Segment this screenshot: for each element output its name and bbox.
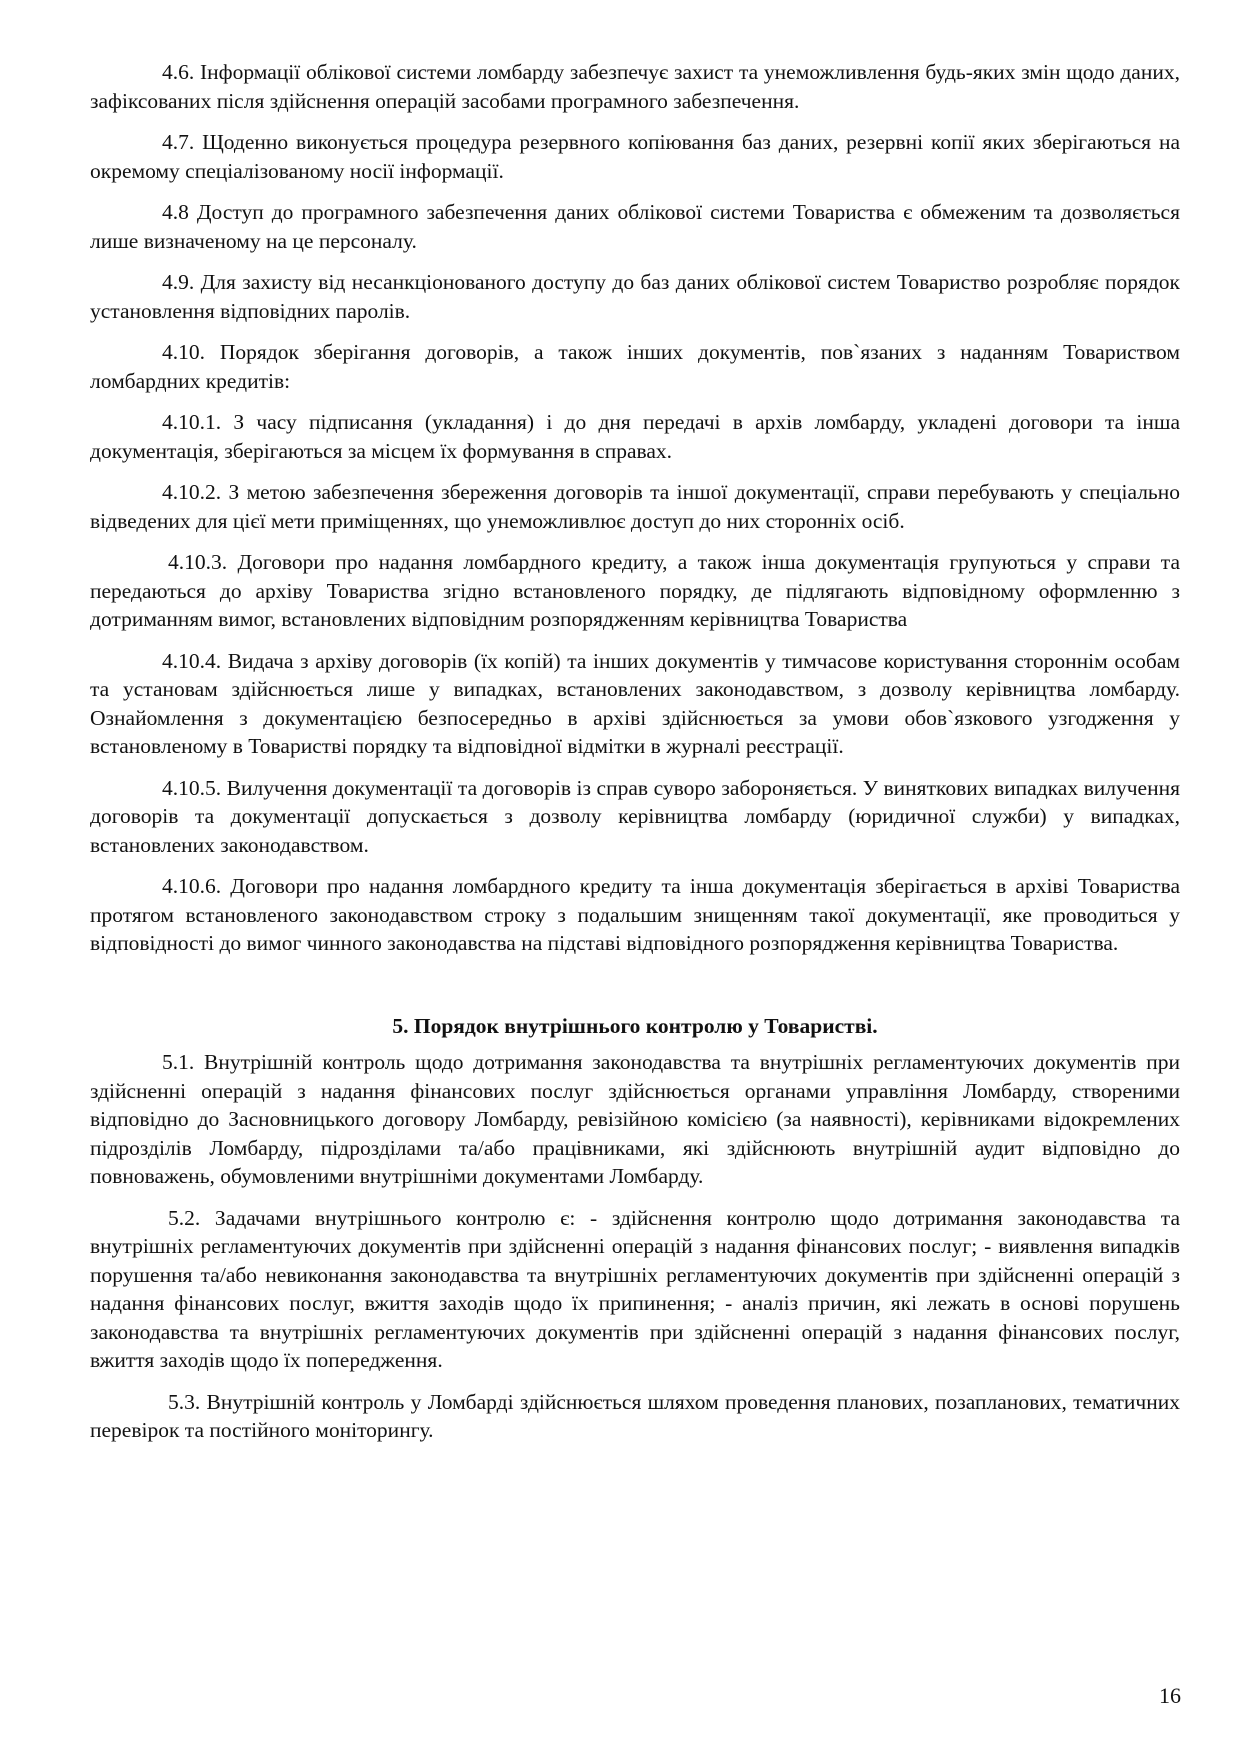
paragraph-5-1: 5.1. Внутрішній контроль щодо дотримання законодавства та внутрішніх регламентуючих документів при здійсненні операцій з надання фінансових послуг здійснюється органами управління Ломбарду, створеними відповідно до Засновницького договору Ломбарду, ревізійною комісією (за наявності), керівниками відокремлених підрозділів Ломбарду, підрозділами та/або працівниками, які здійснюють внутрішній аудит відповідно до повноважень, обумовленими внутрішніми документами Ломбарду. <box>90 1050 1180 1188</box>
paragraph-5-3: 5.3. Внутрішній контроль у Ломбарді здійснюється шляхом проведення планових, позапланових, тематичних перевірок та постійного моніторингу. <box>90 1389 1180 1442</box>
paragraph-4-10-2: 4.10.2. З метою забезпечення збереження договорів та іншої документації, справи перебувають у спеціально відведених для цієї мети приміщеннях, що унеможливлює доступ до них сторонніх осіб. <box>90 480 1180 533</box>
paragraph-4-10-4: 4.10.4. Видача з архіву договорів (їх копій) та інших документів у тимчасове користування стороннім особам та установам здійснюється лише у випадках, встановлених законодавством, з дозволу керівництва ломбарду. Ознайомлення з документацією безпосередньо в архіві здійснюється за умови обов`язкового узгодження у встановленому в Товаристві порядку та відповідної відмітки в журналі реєстрації. <box>90 648 1180 758</box>
section-5-heading: 5. Порядок внутрішнього контролю у Товаристві. <box>392 1013 878 1038</box>
paragraph-4-10-1: 4.10.1. З часу підписання (укладання) і до дня передачі в архів ломбарду, укладені договори та інша документація, зберігаються за місцем їх формування в справах. <box>90 410 1180 463</box>
paragraph-5-2: 5.2. Задачами внутрішнього контролю є: - здійснення контролю щодо дотримання законодавства та внутрішніх регламентуючих документів при здійсненні операцій з надання фінансових послуг; - виявлення випадків порушення та/або невиконання законодавства та внутрішніх регламентуючих документів при здійсненні операцій з надання фінансових послуг, вжиття заходів щодо їх припинення; - аналіз причин, які лежать в основі порушень законодавства та внутрішніх регламентуючих документів при здійсненні операцій з надання фінансових послуг, вжиття заходів щодо їх попередження. <box>90 1205 1180 1372</box>
paragraph-4-10-6: 4.10.6. Договори про надання ломбардного кредиту та інша документація зберігається в архіві Товариства протягом встановленого законодавством строку з подальшим знищенням такої документації, яке проводиться у відповідності до вимог чинного законодавства на підставі відповідного розпорядження керівництва Товариства. <box>90 874 1180 955</box>
document-page <box>90 58 1180 1458</box>
paragraph-4-10-5: 4.10.5. Вилучення документації та договорів із справ суворо забороняється. У виняткових випадках вилучення договорів та документації допускається з дозволу керівництва ломбарду (юридичної служби) у випадках, встановлених законодавством. <box>90 775 1180 857</box>
paragraph-4-7: 4.7. Щоденно виконується процедура резервного копіювання баз даних, резервні копії яких зберігаються на окремому спеціалізованому носії інформації. <box>90 130 1180 183</box>
paragraph-4-10: 4.10. Порядок зберігання договорів, а також інших документів, пов`язаних з наданням Товариством ломбардних кредитів: <box>90 340 1180 393</box>
paragraph-4-8: 4.8 Доступ до програмного забезпечення даних облікової системи Товариства є обмеженим та дозволяється лише визначеному на це персоналу. <box>90 200 1180 253</box>
page-number: 16 <box>1159 1683 1181 1708</box>
paragraph-4-10-3: 4.10.3. Договори про надання ломбардного кредиту, а також інша документація групуються у справи та передаються до архіву Товариства згідно встановленого порядку, де підлягають відповідному оформленню з дотриманням вимог, встановлених відповідним розпорядженням керівництва Товариства <box>90 550 1180 631</box>
paragraph-4-9: 4.9. Для захисту від несанкціонованого доступу до баз даних облікової систем Товариство розробляє порядок установлення відповідних паролів. <box>90 270 1180 323</box>
paragraph-4-6: 4.6. Інформації облікової системи ломбарду забезпечує захист та унеможливлення будь-яких змін щодо даних, зафіксованих після здійснення операцій засобами програмного забезпечення. <box>90 60 1180 113</box>
